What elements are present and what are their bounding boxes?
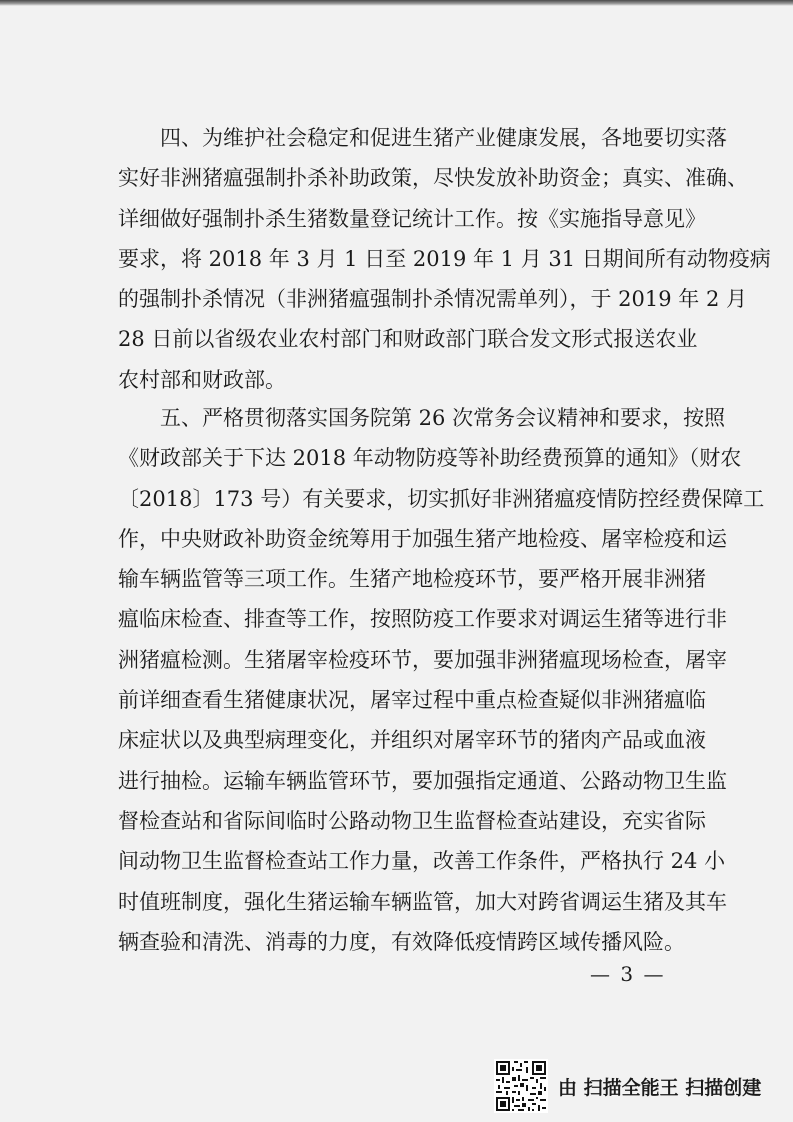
text-line: 详细做好强制扑杀生猪数量登记统计工作。按《实施指导意见》: [118, 206, 706, 231]
text-line: 洲猪瘟检测。生猪屠宰检疫环节，要加强非洲猪瘟现场检查，屠宰: [118, 647, 727, 672]
text-line: 五、严格贯彻落实国务院第 26 次常务会议精神和要求，按照: [160, 406, 726, 430]
text-line: 间动物卫生监督检查站工作力量，改善工作条件，严格执行 24 小: [118, 849, 726, 874]
paragraph-5: [118, 398, 765, 962]
qr-code-icon: [494, 1059, 548, 1113]
watermark-text: 由 扫描全能王 扫描创建: [558, 1076, 762, 1099]
text-line: 28 日前以省级农业农村部门和财政部门联合发文形式报送农业: [118, 327, 698, 352]
text-line: 要求，将 2018 年 3 月 1 日至 2019 年 1 月 31 日期间所有动物疫病: [118, 246, 771, 271]
scanner-watermark: [494, 1055, 761, 1117]
text-line: 床症状以及典型病理变化，并组织对屠宰环节的猪肉产品或血液: [118, 728, 706, 753]
text-line: 时值班制度，强化生猪运输车辆监管，加大对跨省调运生猪及其车: [118, 889, 727, 914]
text-line: 输车辆监管等三项工作。生猪产地检疫环节，要严格开展非洲猪: [118, 567, 706, 592]
text-line: 督检查站和省际间临时公路动物卫生监督检查站建设，充实省际: [118, 808, 706, 833]
text-line: 前详细查看生猪健康状况，屠宰过程中重点检查疑似非洲猪瘟临: [118, 688, 706, 713]
text-line: 进行抽检。运输车辆监管环节，要加强指定通道、公路动物卫生监: [118, 768, 727, 793]
page-number: — 3 —: [590, 962, 666, 986]
text-line: 《财政部关于下达 2018 年动物防疫等补助经费预算的通知》（财农: [118, 446, 742, 471]
text-line: 实好非洲猪瘟强制扑杀补助政策，尽快发放补助资金；真实、准确、: [118, 166, 748, 191]
text-line: 的强制扑杀情况（非洲猪瘟强制扑杀情况需单列），于 2019 年 2 月: [118, 287, 748, 312]
text-line: 农村部和财政部。: [118, 367, 286, 392]
text-line: 瘟临床检查、排查等工作，按照防疫工作要求对调运生猪等进行非: [118, 607, 727, 632]
text-line: 〔2018〕173 号）有关要求，切实抓好非洲猪瘟疫情防控经费保障工: [118, 486, 765, 511]
text-line: 作，中央财政补助资金统筹用于加强生猪产地检疫、屠宰检疫和运: [118, 526, 727, 551]
text-line: 辆查验和清洗、消毒的力度，有效降低疫情跨区域传播风险。: [118, 929, 685, 954]
text-line: 四、为维护社会稳定和促进生猪产业健康发展，各地要切实落: [160, 126, 727, 150]
paragraph-4: [118, 118, 771, 400]
